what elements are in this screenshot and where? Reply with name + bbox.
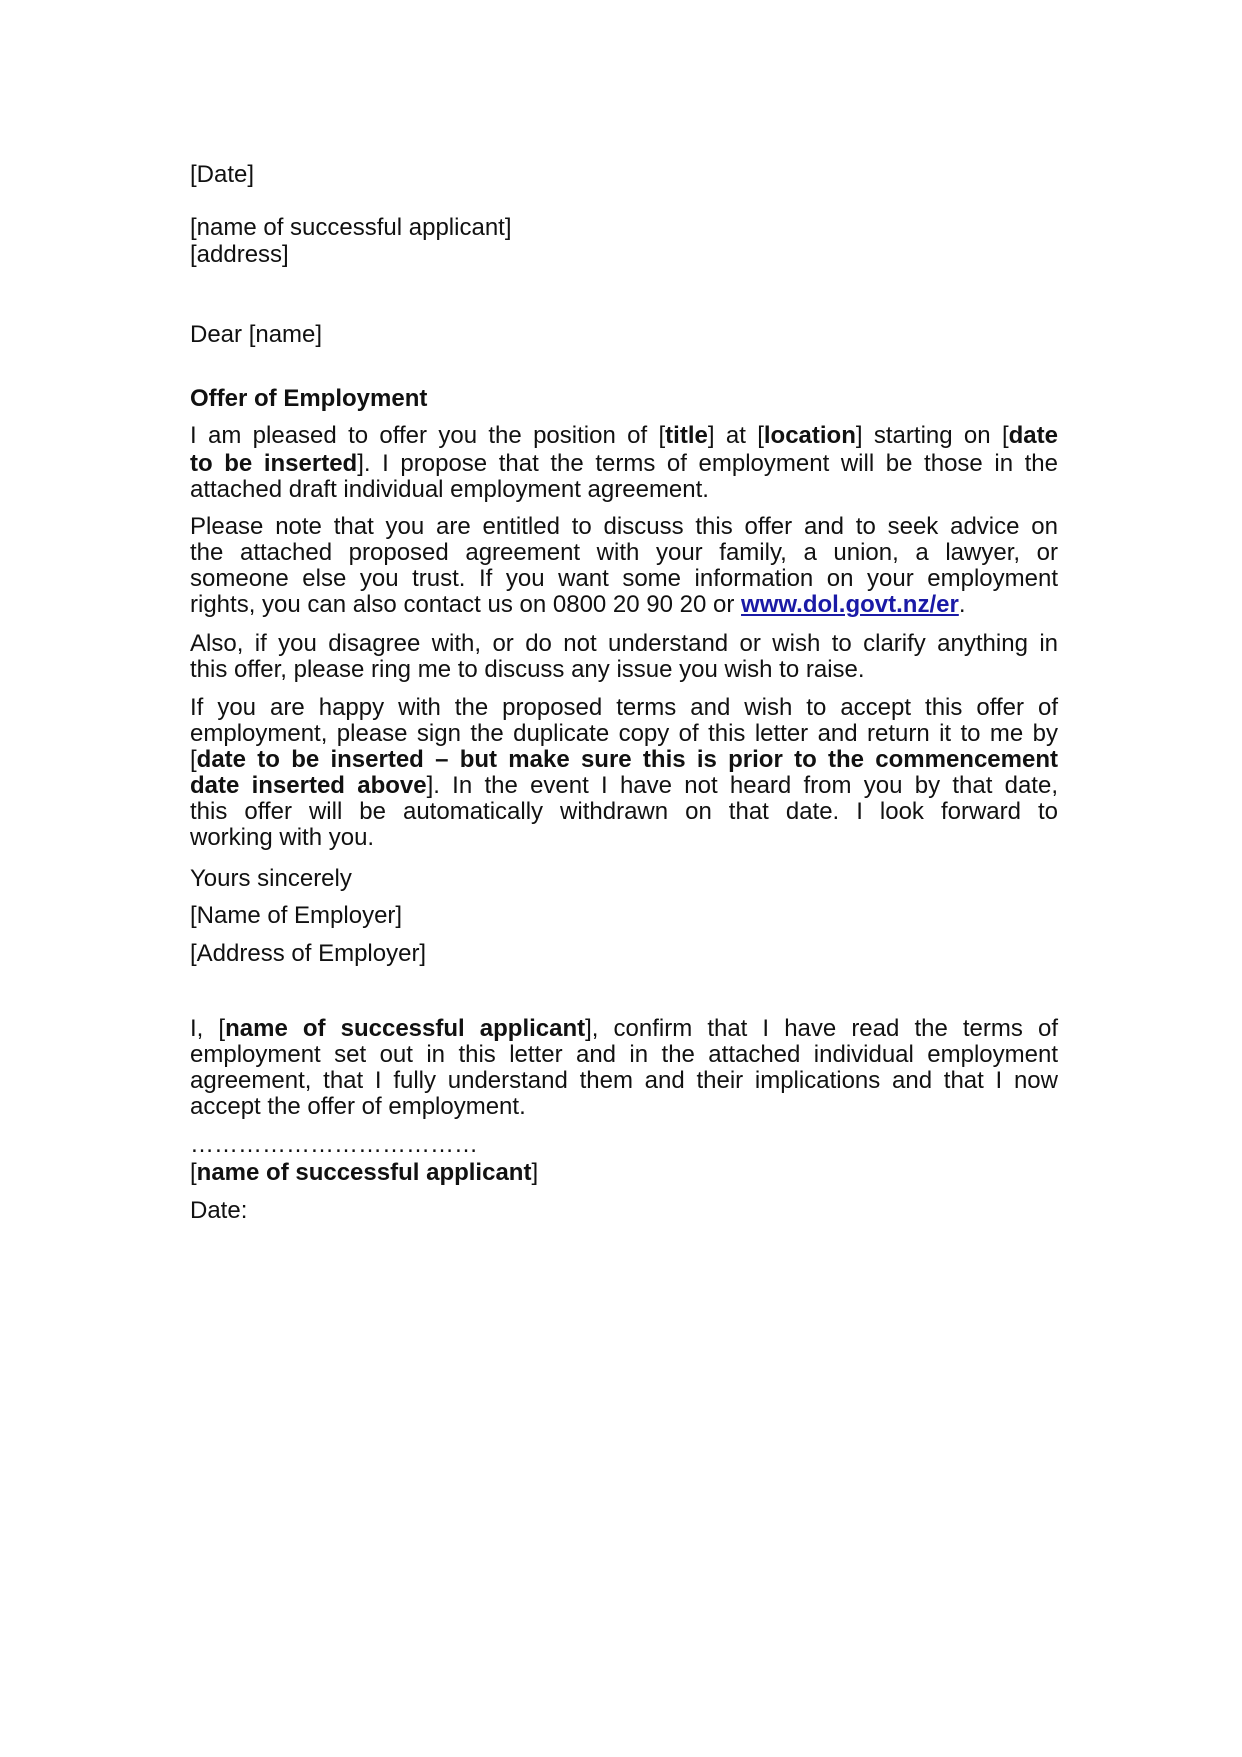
- advice-paragraph: Please note that you are entitled to discuss this offer and to seek advice on the attached proposed agreement with your family, a union, a lawyer, or someone else you trust. If you want some information on your employment rights, you can also contact us on 0800 20 90 20 or www.dol.govt.nz/er.: [190, 513, 1058, 618]
- signature-name: [name of successful applicant]: [190, 1159, 539, 1186]
- acceptance-statement: I, [name of successful applicant], confirm that I have read the terms of employment set out in this letter and in the attached individual employment agreement, that I fully understand them and their implications and that I now accept the offer of employment.: [190, 1015, 1058, 1120]
- return-date-placeholder: date to be inserted – but make sure this is prior to the commencement: [196, 746, 1058, 773]
- subject-heading: Offer of Employment: [190, 385, 428, 412]
- employer-name: [Name of Employer]: [190, 902, 403, 929]
- start-date-placeholder: date: [1008, 422, 1058, 449]
- signature-date-label: Date:: [190, 1197, 248, 1224]
- title-placeholder: title: [665, 422, 708, 449]
- dol-website-link[interactable]: www.dol.govt.nz/er: [741, 591, 959, 618]
- location-placeholder: location: [763, 422, 856, 449]
- employer-address: [Address of Employer]: [190, 940, 427, 967]
- recipient-address: [address]: [190, 241, 289, 268]
- valediction: Yours sincerely: [190, 865, 352, 892]
- signature-line: ………………………………: [190, 1131, 478, 1158]
- acceptance-instructions-paragraph: If you are happy with the proposed terms and wish to accept this offer of employment, please sign the duplicate copy of this letter and return it to me by [date to be inserted – but make sure this is prior to the commencement date inserted above]. In the event I have not heard from you by that date, this offer will be automatically withdrawn on that date. I look forward to working with you.: [190, 694, 1058, 851]
- applicant-name-placeholder: name of successful applicant: [225, 1015, 586, 1042]
- letter-date: [Date]: [190, 161, 255, 188]
- recipient-name: [name of successful applicant]: [190, 214, 512, 241]
- offer-paragraph: I am pleased to offer you the position of [title] at [location] starting on [date to be inserted]. I propose that the terms of employment will be those in the attached draft individual employment agreement.: [190, 422, 1058, 503]
- salutation: Dear [name]: [190, 321, 323, 348]
- clarify-paragraph: Also, if you disagree with, or do not understand or wish to clarify anything in this offer, please ring me to discuss any issue you wish to raise.: [190, 630, 1058, 683]
